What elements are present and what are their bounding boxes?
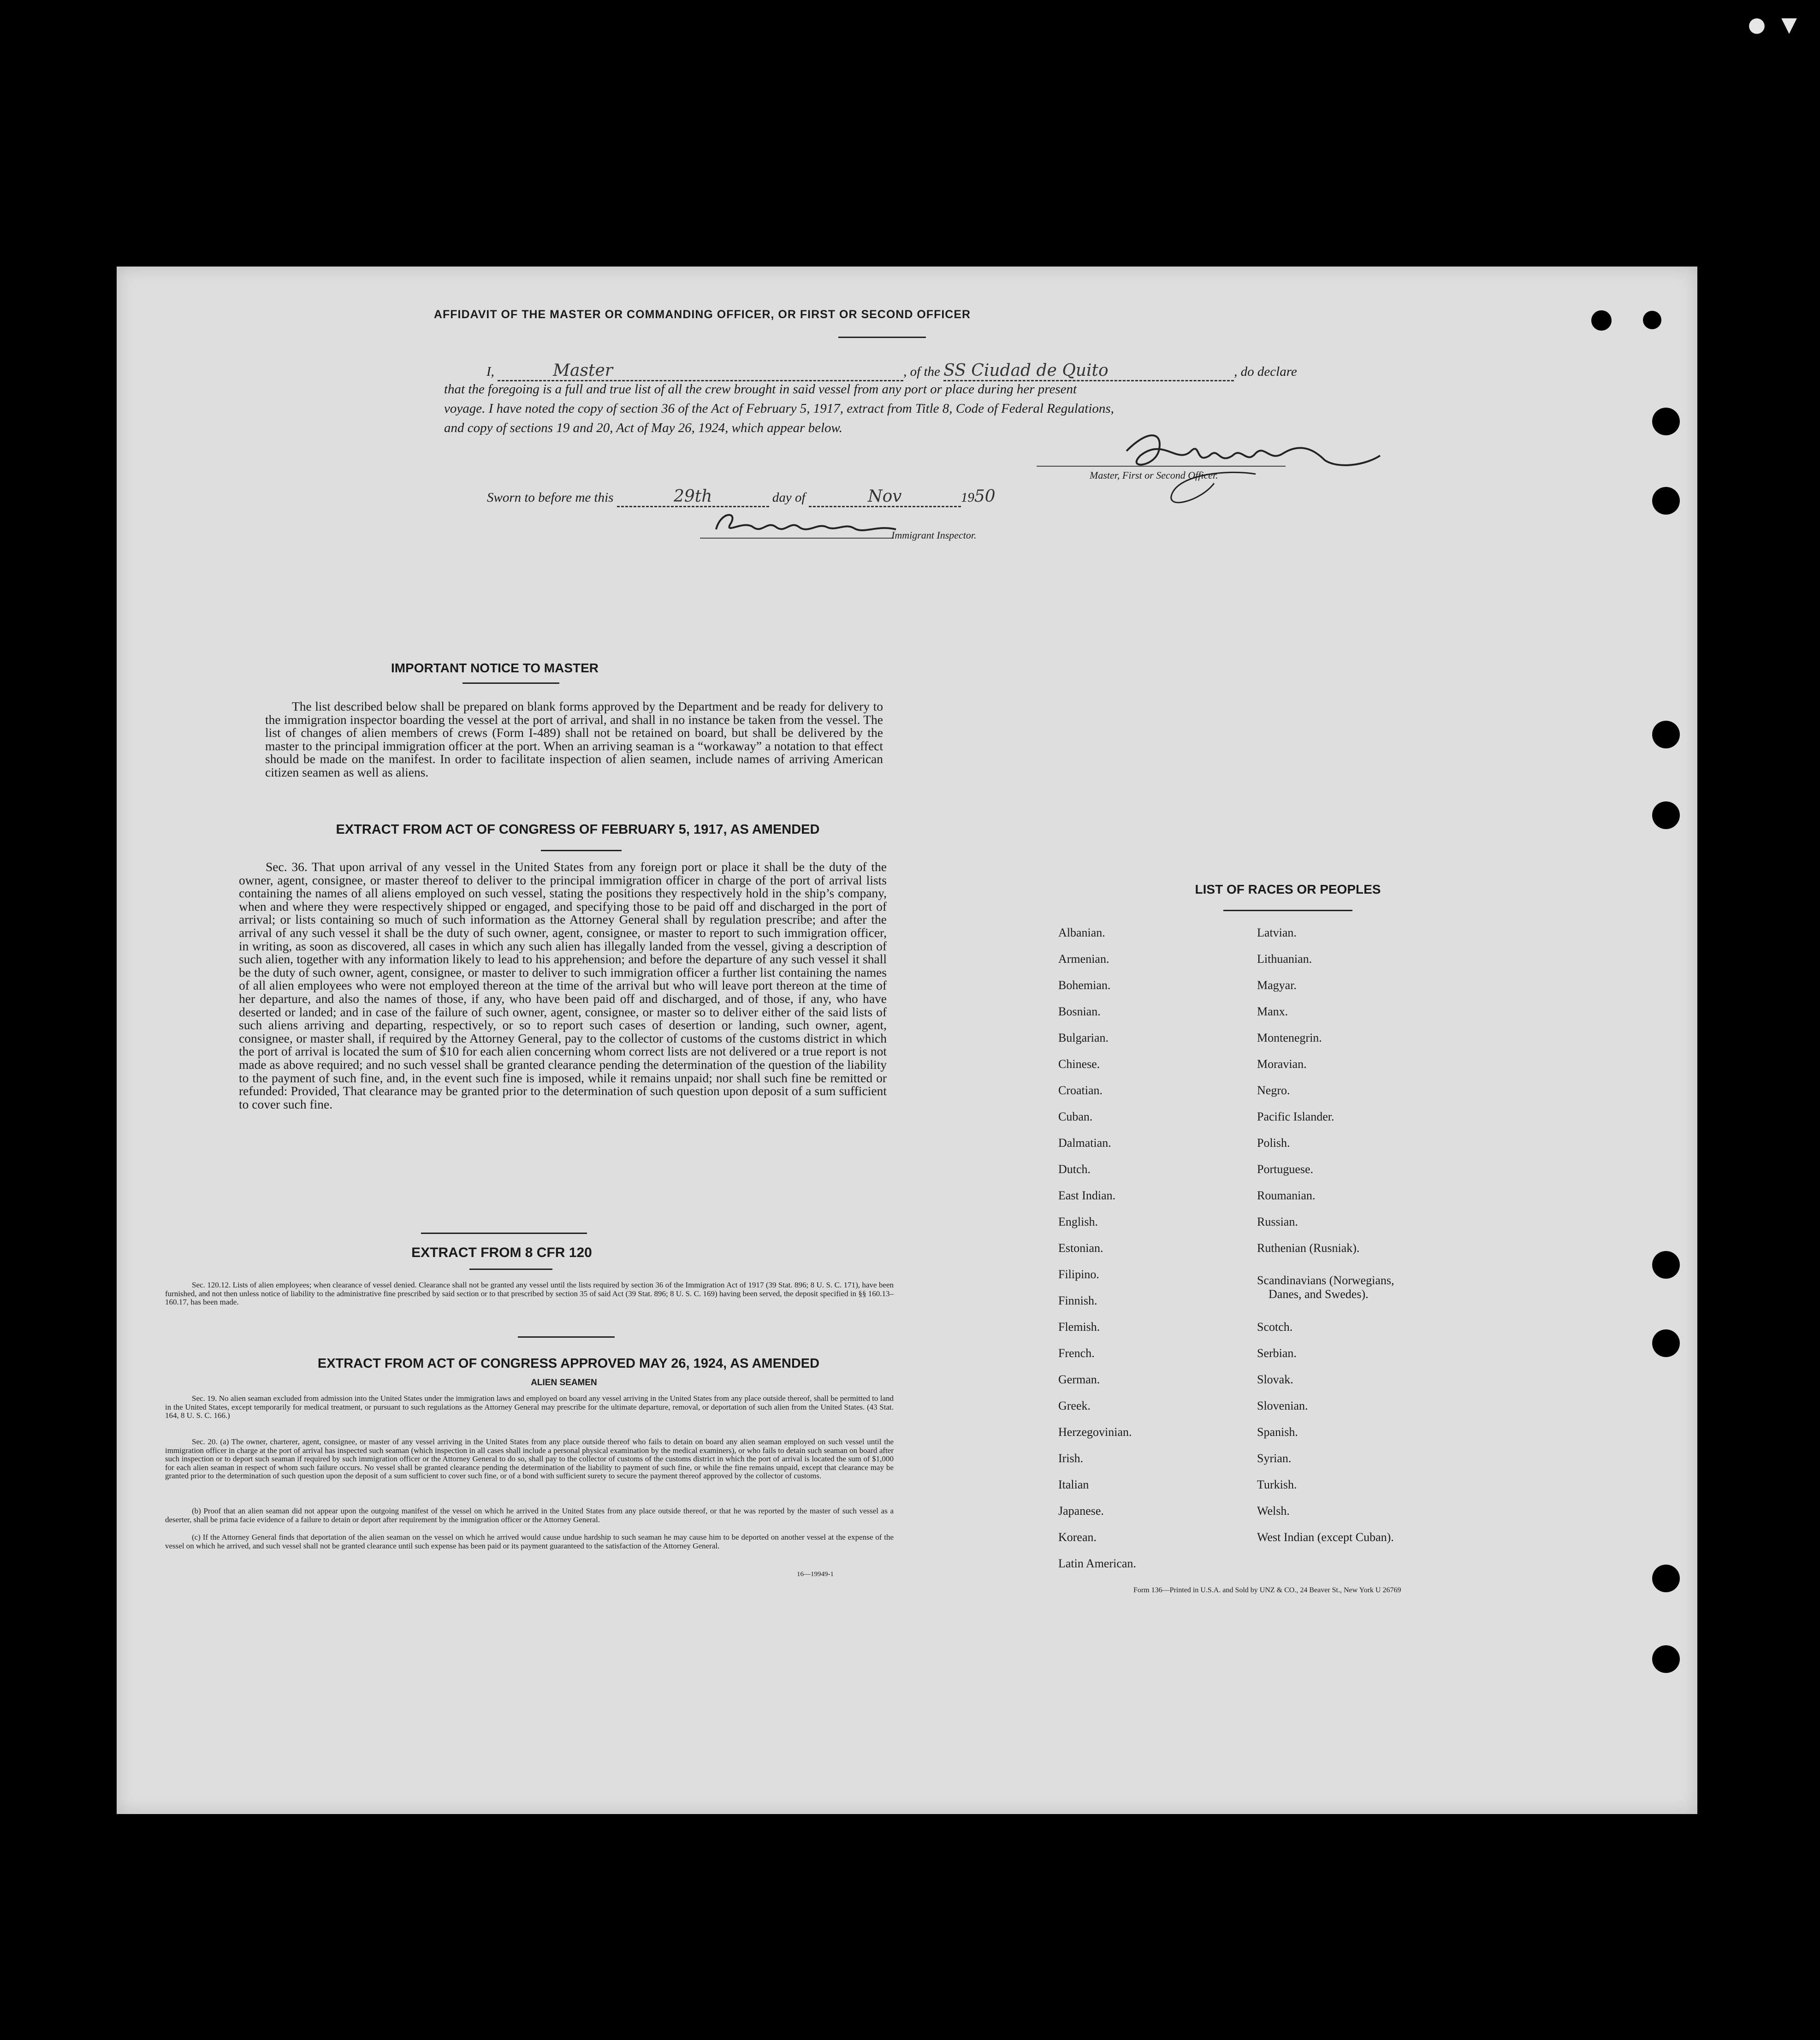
- race-item: Herzegovinian.: [1058, 1425, 1132, 1439]
- races-title: LIST OF RACES OR PEOPLES: [1195, 882, 1381, 896]
- affidavit-line-2: that the foregoing is a full and true list of all the crew brought in said vessel from any port or place during her present: [444, 382, 1077, 397]
- punch-hole: [1652, 721, 1680, 748]
- race-item: East Indian.: [1058, 1189, 1116, 1202]
- race-item: Irish.: [1058, 1452, 1084, 1465]
- race-item: Spanish.: [1257, 1425, 1298, 1439]
- punch-hole: [1652, 487, 1680, 515]
- sec19-text: Sec. 19. No alien seaman excluded from admission into the United States under the immigration laws and employed on board any vessel arriving in the United States from any place outside thereof, shall be permitted to land in the United States, except temporarily for medical treatment, or pursuant to such regulations as the Attorney General may prescribe for the ultimate departure, removal, or deportation of such alien from the United States. (43 Stat. 164, 8 U. S. C. 166.): [165, 1394, 894, 1420]
- year-prefix: 19: [960, 490, 974, 505]
- race-item: Scotch.: [1257, 1320, 1293, 1334]
- sworn-label: Sworn to before me this: [487, 490, 614, 505]
- affidavit-title: AFFIDAVIT OF THE MASTER OR COMMANDING OFFICER, OR FIRST OR SECOND OFFICER: [433, 308, 971, 321]
- vessel-name-handwritten: SS Ciudad de Quito: [943, 361, 1234, 381]
- punch-hole: [1652, 408, 1680, 435]
- race-item: Latin American.: [1058, 1557, 1136, 1570]
- affidavit-line-1: [486, 361, 1446, 381]
- punch-hole: [1652, 801, 1680, 829]
- race-item: Roumanian.: [1257, 1189, 1316, 1202]
- punch-hole: [1652, 1565, 1680, 1592]
- year-handwritten: 50: [974, 487, 996, 506]
- extract-1924-title: EXTRACT FROM ACT OF CONGRESS APPROVED MAY 26, 1924, AS AMENDED: [317, 1356, 820, 1371]
- master-name-handwritten: Master: [498, 361, 903, 381]
- sec20a-text: Sec. 20. (a) The owner, charterer, agent, consignee, or master of any vessel arriving in the United States from any place outside thereof who fails to detain on board any alien seaman employed on such vessel until the immigration officer in charge at the port of arrival has inspected such seaman (which inspection in all cases shall include a personal physical examination by the medical examiners), or who fails to detain such seaman on board after such inspection or to deport such seaman if required by such immigration officer or the Attorney General to do so, shall pay to the collector of customs of the customs district in which the port of arrival is located the sum of $1,000 for each alien seaman in respect of whom such failure occurs. No vessel shall be granted clearance pending the determination of the liability to payment of such fine, or while the fine remains unpaid, except that clearance may be granted prior to the determination of such question upon the deposit of a sum sufficient to cover such fine, or of a bond with sufficient surety to secure the payment thereof approved by the collector of customs.: [165, 1437, 894, 1480]
- race-item: Greek.: [1058, 1399, 1091, 1412]
- day-handwritten: 29th: [617, 487, 769, 507]
- cfr-text: Sec. 120.12. Lists of alien employees; when clearance of vessel denied. Clearance shall not be granted any vessel until the lists required by section 36 of the Immigration Act of 1917 (39 Stat. 896; 8 U. S. C. 171), have been furnished, and not then unless notice of liability to the administrative fine prescribed by said section or to that prescribed by section 35 of said Act (39 Stat. 896; 8 U. S. C. 169) having been served, the deposit specified in §§ 160.13–160.17, has been made.: [165, 1281, 894, 1306]
- race-item: Bohemian.: [1058, 978, 1111, 992]
- race-item: Latvian.: [1257, 926, 1297, 939]
- race-item: Italian: [1058, 1478, 1089, 1491]
- extract-1924-top-divider: [518, 1336, 615, 1338]
- races-divider: [1223, 910, 1352, 911]
- sworn-line: [487, 487, 996, 507]
- race-item: Armenian.: [1058, 952, 1109, 966]
- race-item: Japanese.: [1058, 1504, 1104, 1518]
- extract-1917-title: EXTRACT FROM ACT OF CONGRESS OF FEBRUARY 5, 1917, AS AMENDED: [336, 822, 820, 837]
- extract-1917-divider: [541, 850, 622, 851]
- race-item: Russian.: [1257, 1215, 1298, 1228]
- sec20b-text: (b) Proof that an alien seaman did not appear upon the outgoing manifest of the vessel on which he arrived in the United States from any place outside thereof, or that he was reported by the master of such vessel as a deserter, shall be prima facie evidence of a failure to detain or deport after requirement by the immigration officer or the Attorney General.: [165, 1506, 894, 1524]
- race-item: Dutch.: [1058, 1162, 1091, 1176]
- affidavit-line-3: voyage. I have noted the copy of section 36 of the Act of February 5, 1917, extract from Title 8, Code of Federal Regulations,: [444, 401, 1114, 416]
- inspector-line: [700, 538, 894, 539]
- document-page: [117, 267, 1697, 1814]
- race-item: English.: [1058, 1215, 1098, 1228]
- race-item: Flemish.: [1058, 1320, 1100, 1334]
- race-item: Pacific Islander.: [1257, 1110, 1334, 1123]
- race-item: Montenegrin.: [1257, 1031, 1322, 1044]
- race-item: West Indian (except Cuban).: [1257, 1530, 1394, 1544]
- race-item: German.: [1058, 1373, 1100, 1386]
- race-item: Turkish.: [1257, 1478, 1297, 1491]
- of-the-label: , of the: [903, 364, 940, 379]
- race-item: Portuguese.: [1257, 1162, 1314, 1176]
- affidavit-line-4: and copy of sections 19 and 20, Act of May 26, 1924, which appear below.: [444, 421, 842, 435]
- race-item: Danes, and Swedes).: [1269, 1287, 1369, 1301]
- race-item: Scandinavians (Norwegians,: [1257, 1274, 1394, 1287]
- race-item: French.: [1058, 1346, 1095, 1360]
- race-item: Dalmatian.: [1058, 1136, 1111, 1150]
- race-item: Korean.: [1058, 1530, 1097, 1544]
- race-item: Moravian.: [1257, 1057, 1307, 1071]
- race-item: Polish.: [1257, 1136, 1290, 1150]
- race-item: Albanian.: [1058, 926, 1105, 939]
- corner-marks: ● ▼: [1748, 13, 1802, 36]
- month-handwritten: Nov: [809, 487, 961, 507]
- cfr-top-divider: [421, 1233, 587, 1234]
- do-declare-label: , do declare: [1234, 364, 1297, 379]
- sec20c-text: (c) If the Attorney General finds that deportation of the alien seaman on the vessel on which he arrived would cause undue hardship to such seaman he may cause him to be deported on another vessel at the expense of the vessel on which he arrived, and such vessel shall not be granted clearance until such expense has been paid or its payment guaranteed to the satisfaction of the Attorney General.: [165, 1533, 894, 1550]
- race-item: Manx.: [1257, 1005, 1288, 1018]
- punch-hole: [1643, 311, 1661, 329]
- alien-seamen-subtitle: ALIEN SEAMEN: [531, 1378, 597, 1388]
- race-item: Magyar.: [1257, 978, 1297, 992]
- notice-divider: [462, 682, 559, 684]
- race-item: Lithuanian.: [1257, 952, 1312, 966]
- race-item: Ruthenian (Rusniak).: [1257, 1241, 1360, 1255]
- race-item: Cuban.: [1058, 1110, 1093, 1123]
- race-item: Slovak.: [1257, 1373, 1293, 1386]
- notice-text: The list described below shall be prepared on blank forms approved by the Department and be ready for delivery to the immigration inspector boarding the vessel at the port of arrival, and shall in no instance be taken from the vessel. The list of changes of alien members of crews (Form I-489) shall not be retained on board, but shall be delivered by the master to the principal immigration officer at the port. When an arriving seaman is a “workaway” a notation to that effect should be made on the manifest. In order to facilitate inspection of alien seamen, include names of arriving American citizen seamen as well as aliens.: [265, 699, 883, 779]
- notice-title: IMPORTANT NOTICE TO MASTER: [391, 661, 599, 675]
- i-label: I,: [486, 364, 494, 379]
- form-code: 16—19949-1: [797, 1571, 834, 1578]
- form-footer: Form 136—Printed in U.S.A. and Sold by UNZ & CO., 24 Beaver St., New York U 26769: [1133, 1586, 1401, 1594]
- race-item: Negro.: [1257, 1084, 1290, 1097]
- cfr-divider: [469, 1269, 552, 1270]
- race-item: Serbian.: [1257, 1346, 1297, 1360]
- day-of-label: day of: [772, 490, 806, 505]
- race-item: Finnish.: [1058, 1294, 1097, 1307]
- punch-hole: [1652, 1645, 1680, 1673]
- race-item: Syrian.: [1257, 1452, 1292, 1465]
- title-divider: [838, 337, 926, 338]
- master-caption: Master, First or Second Officer.: [1090, 469, 1218, 481]
- signature-line: [1037, 466, 1286, 467]
- race-item: Estonian.: [1058, 1241, 1103, 1255]
- race-item: Bosnian.: [1058, 1005, 1101, 1018]
- race-item: Welsh.: [1257, 1504, 1290, 1518]
- punch-hole: [1652, 1329, 1680, 1357]
- punch-hole: [1591, 310, 1612, 331]
- punch-hole: [1652, 1251, 1680, 1279]
- race-item: Filipino.: [1058, 1268, 1099, 1281]
- race-item: Chinese.: [1058, 1057, 1100, 1071]
- race-item: Croatian.: [1058, 1084, 1103, 1097]
- race-item: Bulgarian.: [1058, 1031, 1109, 1044]
- race-item: Slovenian.: [1257, 1399, 1308, 1412]
- cfr-title: EXTRACT FROM 8 CFR 120: [411, 1245, 592, 1260]
- extract-1917-text: Sec. 36. That upon arrival of any vessel in the United States from any foreign port or place it shall be the duty of the owner, agent, consignee, or master thereof to deliver to the principal immigration officer in charge of the port of arrival lists containing the names of all aliens employed on such vessel, stating the positions they respectively hold in the ship’s company, when and where they were respectively shipped or engaged, and specifying those to be paid off and discharged in the port of arrival; or lists containing so much of such information as the Attorney General shall by regulation prescribe; and after the arrival of any such vessel it shall be the duty of such owner, agent, consignee, or master to report to such immigration officer, in writing, as soon as discovered, all cases in which any such alien has illegally landed from the vessel, giving a description of such alien, together with any information likely to lead to his apprehension; and before the departure of any such vessel it shall be the duty of such owner, agent, consignee, or master to deliver to such immigration officer a further list containing the names of all alien employees who were not employed thereon at the time of the arrival but who will leave port thereon at the time of her departure, and also the names of those, if any, who have been paid off and discharged, and of those, if any, who have deserted or landed; and in case of the failure of such owner, agent, consignee, or master so to deliver either of the said lists of such aliens arriving and departing, respectively, or so to report such cases of desertion or landing, such owner, agent, consignee, or master shall, if required by the Attorney General, pay to the collector of customs of the customs district in which the port of arrival is located the sum of $10 for each alien concerning whom correct lists are not delivered or a true report is not made as above required; and no such vessel shall be granted clearance pending the determination of the question of the liability to the payment of such fine, and, in the event such fine is imposed, while it remains unpaid; nor shall such fine be remitted or refunded: Provided, That clearance may be granted prior to the determination of such question upon deposit of a sum sufficient to cover such fine.: [239, 860, 887, 1111]
- inspector-caption: Immigrant Inspector.: [891, 529, 977, 541]
